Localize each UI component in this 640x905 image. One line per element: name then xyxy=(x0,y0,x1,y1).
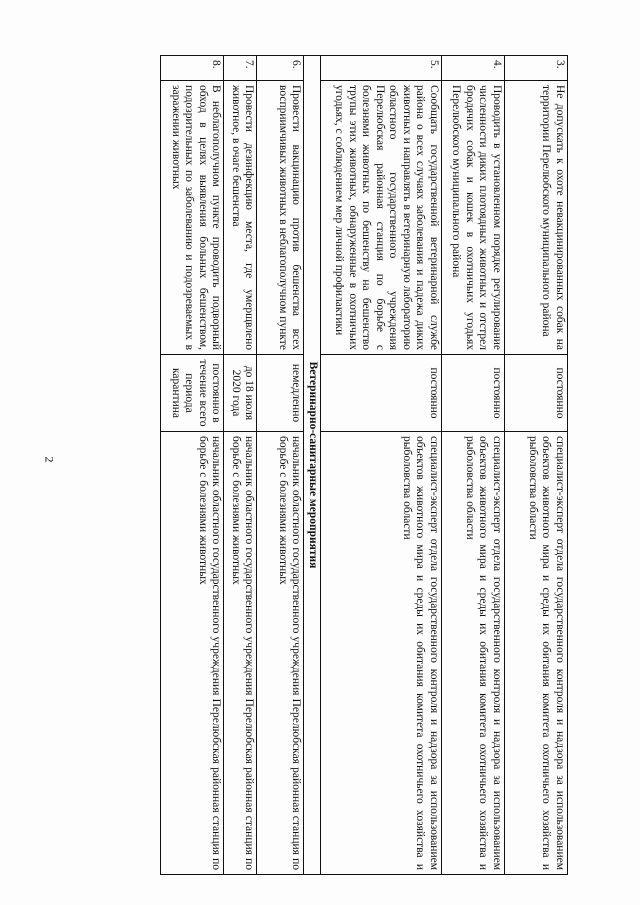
table-row xyxy=(257,56,304,875)
measure-text: Проводить в установленном порядке регулирование численности диких плотоядных животных и отстрел бродячих собак и кошек в охотничьих угодьях Перелюбского муниципального района xyxy=(442,81,505,355)
responsible-text: специалист-эксперт отдела государственного контроля и надзора за использованием объектов животного мира и среды их обитания комитета охотничьего хозяйства и рыболовства области xyxy=(505,432,568,875)
page-number: 2 xyxy=(42,456,57,463)
row-number: 6. xyxy=(257,56,304,81)
measures-table xyxy=(161,55,569,875)
row-number: 5. xyxy=(321,56,442,81)
responsible-text: специалист-эксперт отдела государственного контроля и надзора за использованием объектов животного мира и среды их обитания комитета охотничьего хозяйства и рыболовства области xyxy=(321,432,442,875)
term-text: до 18 июля 2020 года xyxy=(224,355,257,432)
responsible-text: начальник областного государственного учреждения Перелюбская районная станция по борьбе с болезнями животных xyxy=(224,432,257,875)
table-row xyxy=(442,56,505,875)
term-text: постоянно xyxy=(505,355,568,432)
measure-text: В неблагополучном пункте проводить подворный обход в целях выявления больных бешенством, подозрительных по заболеванию и подозреваемых в заражении животных xyxy=(161,81,224,355)
section-header-row xyxy=(304,56,321,875)
table-row xyxy=(161,56,224,875)
table-row xyxy=(505,56,568,875)
row-number: 8. xyxy=(161,56,224,81)
row-number: 4. xyxy=(442,56,505,81)
responsible-text: специалист-эксперт отдела государственного контроля и надзора за использованием объектов животного мира и среды их обитания комитета охотничьего хозяйства и рыболовства области xyxy=(442,432,505,875)
measure-text: Провести дезинфекцию места, где умерщвлено животное, в очаге бешенства xyxy=(224,81,257,355)
term-text: постоянно в течение всего периода карантина xyxy=(161,355,224,432)
table-row xyxy=(321,56,442,875)
row-number: 3. xyxy=(505,56,568,81)
term-text: немедленно xyxy=(257,355,304,432)
responsible-text: начальник областного государственного учреждения Перелюбская районная станция по борьбе с болезнями животных xyxy=(257,432,304,875)
row-number: 7. xyxy=(224,56,257,81)
rotated-page xyxy=(42,0,602,905)
table-row xyxy=(224,56,257,875)
measure-text: Провести вакцинацию против бешенства всех восприимчивых животных в неблагополучном пункте xyxy=(257,81,304,355)
measure-text: Не допускать к охоте невакцинированных собак на территории Перелюбского муниципального района xyxy=(505,81,568,355)
term-text: постоянно xyxy=(321,355,442,432)
responsible-text: начальник областного государственного учреждения Перелюбская районная станция по борьбе с болезнями животных xyxy=(161,432,224,875)
measure-text: Сообщать государственной ветеринарной службе района о всех случаях заболевания и падежа диких животных и направлять в ветеринарную лабораторию областного государственного учреждения Перелюбская районная станция по борьбе с болезнями животных по бешенству на бешенство трупы этих животных, обнаруженные в охотничьих угодьях, с соблюдением мер личной профилактики xyxy=(321,81,442,355)
term-text: постоянно xyxy=(442,355,505,432)
section-title: Ветеринарно-санитарные мероприятия xyxy=(304,56,321,875)
